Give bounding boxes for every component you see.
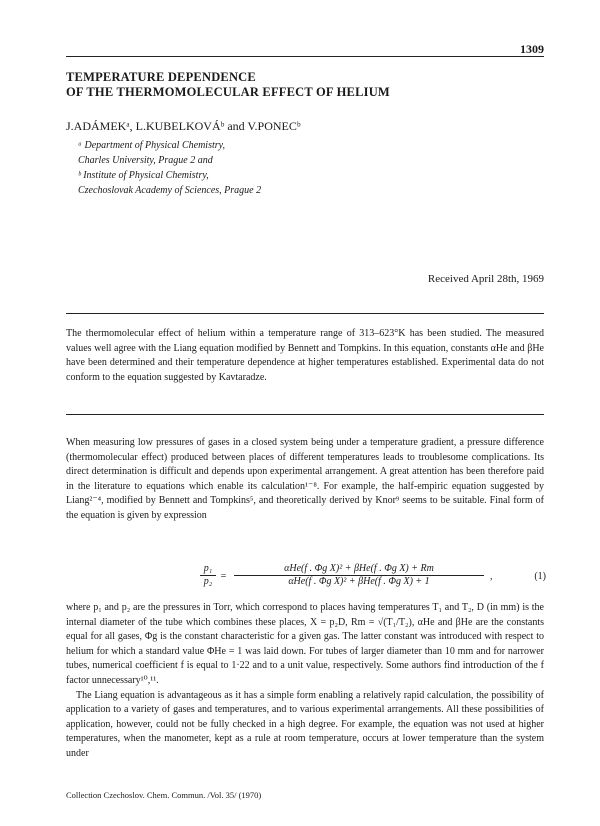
equation-rhs-denominator: αHe(f . Φg X)² + βHe(f . Φg X) + 1 [288,576,430,587]
received-date: Received April 28th, 1969 [427,273,544,285]
journal-footer: Collection Czechoslov. Chem. Commun. /Vol. 35/ (1970) [66,790,262,800]
equation-label: (1) [534,571,546,582]
body-text [66,601,544,762]
equation-rhs-numerator: αHe(f . Φg X)² + βHe(f . Φg X) + Rm [234,563,484,576]
title-line-1: TEMPERATURE DEPENDENCE [66,70,256,84]
equation-lhs-denominator: p₂ [203,576,213,587]
affiliation-line: Czechoslovak Academy of Sciences, Prague 2 [78,185,262,196]
equation-rhs [234,563,484,587]
definitions-paragraph: where p₁ and p₂ are the pressures in Torr, which correspond to places having temperatures T₁ and T₂, D (in mm) is the internal diameter of the tube which combines these places, X = p₂D, Rm = √(T₁/T₂), αHe and βHe are the constants equal for all gases, Φg is the constant characteristic for a given gas. The latter constant was introduced with respect to helium for which a standard value ΦHe = 1 was laid down. For tubes of larger diameter than 10 mm and for narrower tubes, numerical coefficient f is equal to 1·22 and to a unit value, respectively. Some authors find introduction of the f factor unnecessary¹⁰,¹¹. [66,602,544,686]
page-number: 1309 [520,42,544,56]
affiliations [78,138,261,198]
title-line-2: OF THE THERMOMOLECULAR EFFECT OF HELIUM [66,85,390,99]
equation-1 [200,563,546,597]
abstract-top-rule [66,313,544,314]
intro-paragraph: When measuring low pressures of gases in a closed system being under a temperature gradient, a pressure difference (thermomolecular effect) produced between places of different temperatures leads to troublesome complications. Its direct determination is difficult and depends upon experimental arrangement. A great attention has been therefore paid in the literature to equations which enable its calculation¹⁻⁸. For example, the half-empiric equation suggested by Liang²⁻⁴, modified by Bennett and Tompkins⁵, and theoretically derived by Knor⁹ seems to be suitable. Final form of the equation is given by expression [66,437,544,521]
equation-comma: , [490,571,493,582]
affiliation-line: Charles University, Prague 2 and [78,155,213,166]
abstract: The thermomolecular effect of helium within a temperature range of 313–623°K has been studied. The measured values well agree with the Liang equation modified by Bennett and Tompkins. In this equation, constants αHe and βHe have been determined and their temperature dependence at higher temperatures established. Experimental data do not conform to the equation suggested by Kavtaradze. [66,328,544,383]
equation-lhs [200,563,216,587]
affiliation-line: ᵃ Department of Physical Chemistry, [78,140,226,151]
top-rule [66,56,544,57]
paper-title [66,70,546,100]
liang-paragraph: The Liang equation is advantageous as it has a simple form enabling a relatively rapid calculation, the possibility of application to a variety of gases and temperatures, and to various experimental arrangements. All these possibilities of application, however, could not be fully checked in a high degree. For example, the equation was not used at higher temperatures, when the manometer, kept as a rule at room temperature, occurs at lower temperature than the system under [66,689,544,759]
abstract-bottom-rule [66,414,544,415]
authors: J.ADÁMEKᵃ, L.KUBELKOVÁᵇ and V.PONECᵇ [66,119,301,133]
equation-equals: = [220,571,227,582]
affiliation-line: ᵇ Institute of Physical Chemistry, [78,170,209,181]
equation-lhs-numerator: p₁ [200,563,216,576]
